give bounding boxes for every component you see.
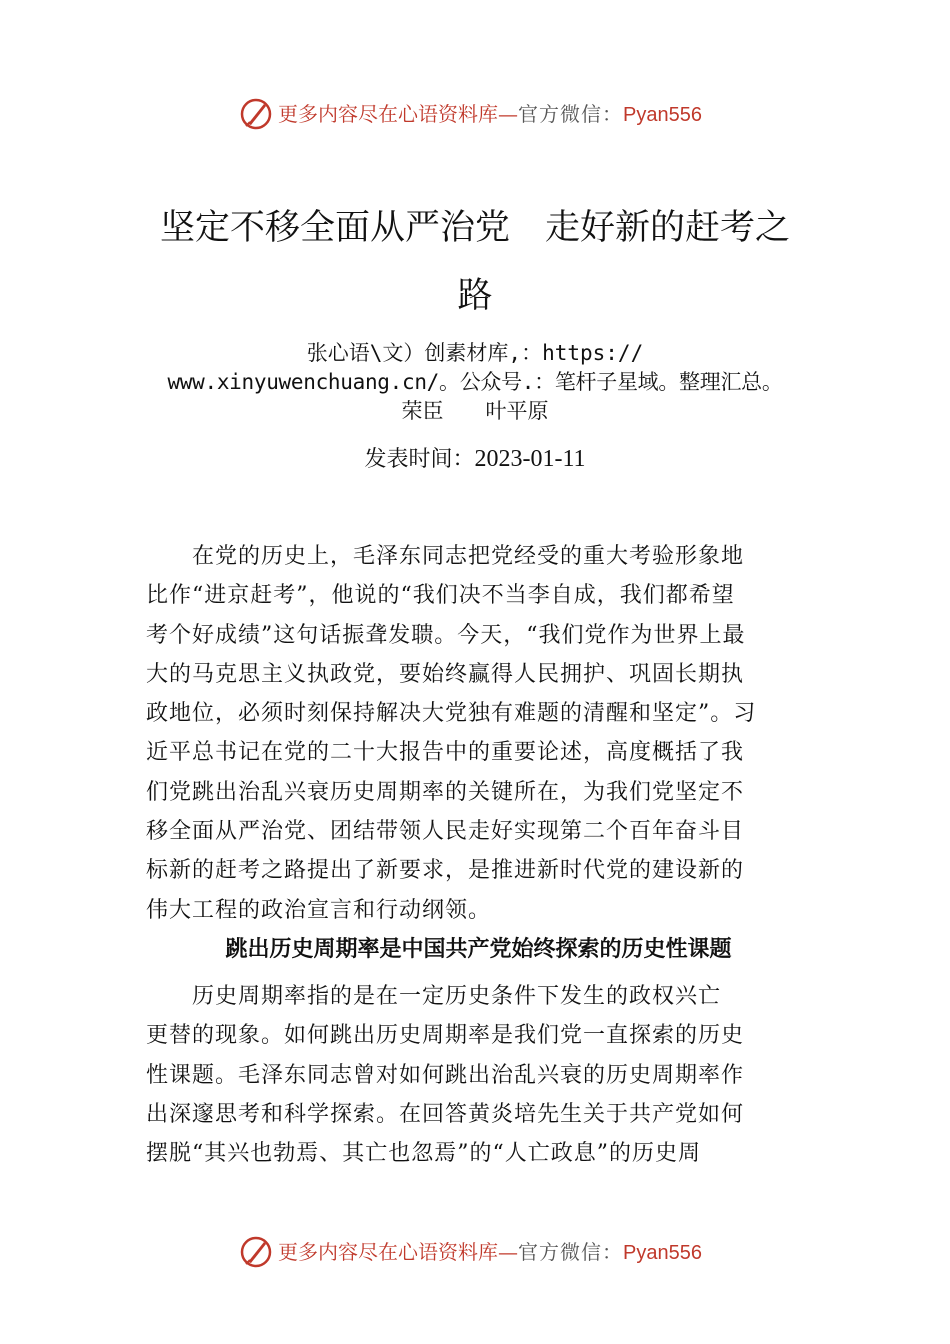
paragraph-line: 摆脱“其兴也勃焉、其亡也忽焉”的“人亡政息”的历史周 [146, 1141, 701, 1167]
paragraph-line: 比作“进京赶考”，他说的“我们决不当李自成，我们都希望 [146, 583, 735, 609]
article-paragraph-2 [146, 977, 811, 1173]
paragraph-line: 伟大工程的政治宣言和行动纲领。 [146, 897, 492, 923]
paragraph-line: 在党的历史上，毛泽东同志把党经受的重大考验形象地 [146, 544, 745, 569]
banner-text [278, 1240, 702, 1265]
paragraph-line: 标新的赶考之路提出了新要求，是推进新时代党的建设新的 [146, 858, 745, 884]
article-authors: 荣臣 叶平原 [401, 399, 549, 423]
paragraph-line: 近平总书记在党的二十大报告中的重要论述，高度概括了我 [146, 740, 745, 766]
banner-main-text: 更多内容尽在心语资料库 [278, 102, 498, 126]
quill-circle-icon [238, 1234, 274, 1270]
publish-date [100, 444, 850, 475]
banner-wechat-label: 官方微信： [518, 102, 623, 126]
article-meta-line1: 张心语\文）创素材库,：https:// [306, 341, 644, 365]
paragraph-line: 出深邃思考和科学探索。在回答黄炎培先生关于共产党如何 [146, 1101, 745, 1127]
paragraph-line: 历史周期率指的是在一定历史条件下发生的政权兴亡 [146, 984, 722, 1009]
paragraph-line: 考个好成绩”这句话振聋发聩。今天，“我们党作为世界上最 [146, 622, 746, 648]
banner-wechat-handle: Pyan556 [623, 104, 702, 126]
banner-wechat-handle: Pyan556 [623, 1242, 702, 1264]
article-paragraph-1 [146, 537, 811, 930]
paragraph-line: 更替的现象。如何跳出历史周期率是我们党一直探索的历史 [146, 1023, 745, 1049]
header-watermark-banner [0, 94, 950, 134]
banner-wechat-label: 官方微信： [518, 1240, 623, 1264]
paragraph-line: 移全面从严治党、团结带领人民走好实现第二个百年奋斗目 [146, 819, 745, 845]
article-meta-line2: www.xinyuwenchuang.cn/。公众号.：笔杆子星域。整理汇总。 [167, 370, 783, 394]
paragraph-line: 性课题。毛泽东同志曾对如何跳出治乱兴衰的历史周期率作 [146, 1062, 745, 1088]
publish-date-label: 发表时间： [364, 447, 475, 472]
footer-watermark-banner [0, 1232, 950, 1272]
publish-date-value: 2023-01-11 [474, 446, 586, 472]
banner-separator: — [498, 102, 518, 126]
quill-circle-icon [238, 96, 274, 132]
paragraph-line: 大的马克思主义执政党，要始终赢得人民拥护、巩固长期执 [146, 661, 745, 687]
banner-main-text: 更多内容尽在心语资料库 [278, 1240, 498, 1264]
article-title-line2: 路 [457, 276, 493, 316]
banner-text [278, 102, 702, 127]
paragraph-line: 们党跳出治乱兴衰历史周期率的关键所在，为我们党坚定不 [146, 779, 745, 805]
article-title-line1: 坚定不移全面从严治党 走好新的赶考之 [159, 208, 790, 248]
section-heading: 跳出历史周期率是中国共产党始终探索的历史性课题 [225, 937, 732, 962]
paragraph-line: 政地位，必须时刻保持解决大党独有难题的清醒和坚定”。习 [146, 701, 757, 727]
banner-separator: — [498, 1240, 518, 1264]
